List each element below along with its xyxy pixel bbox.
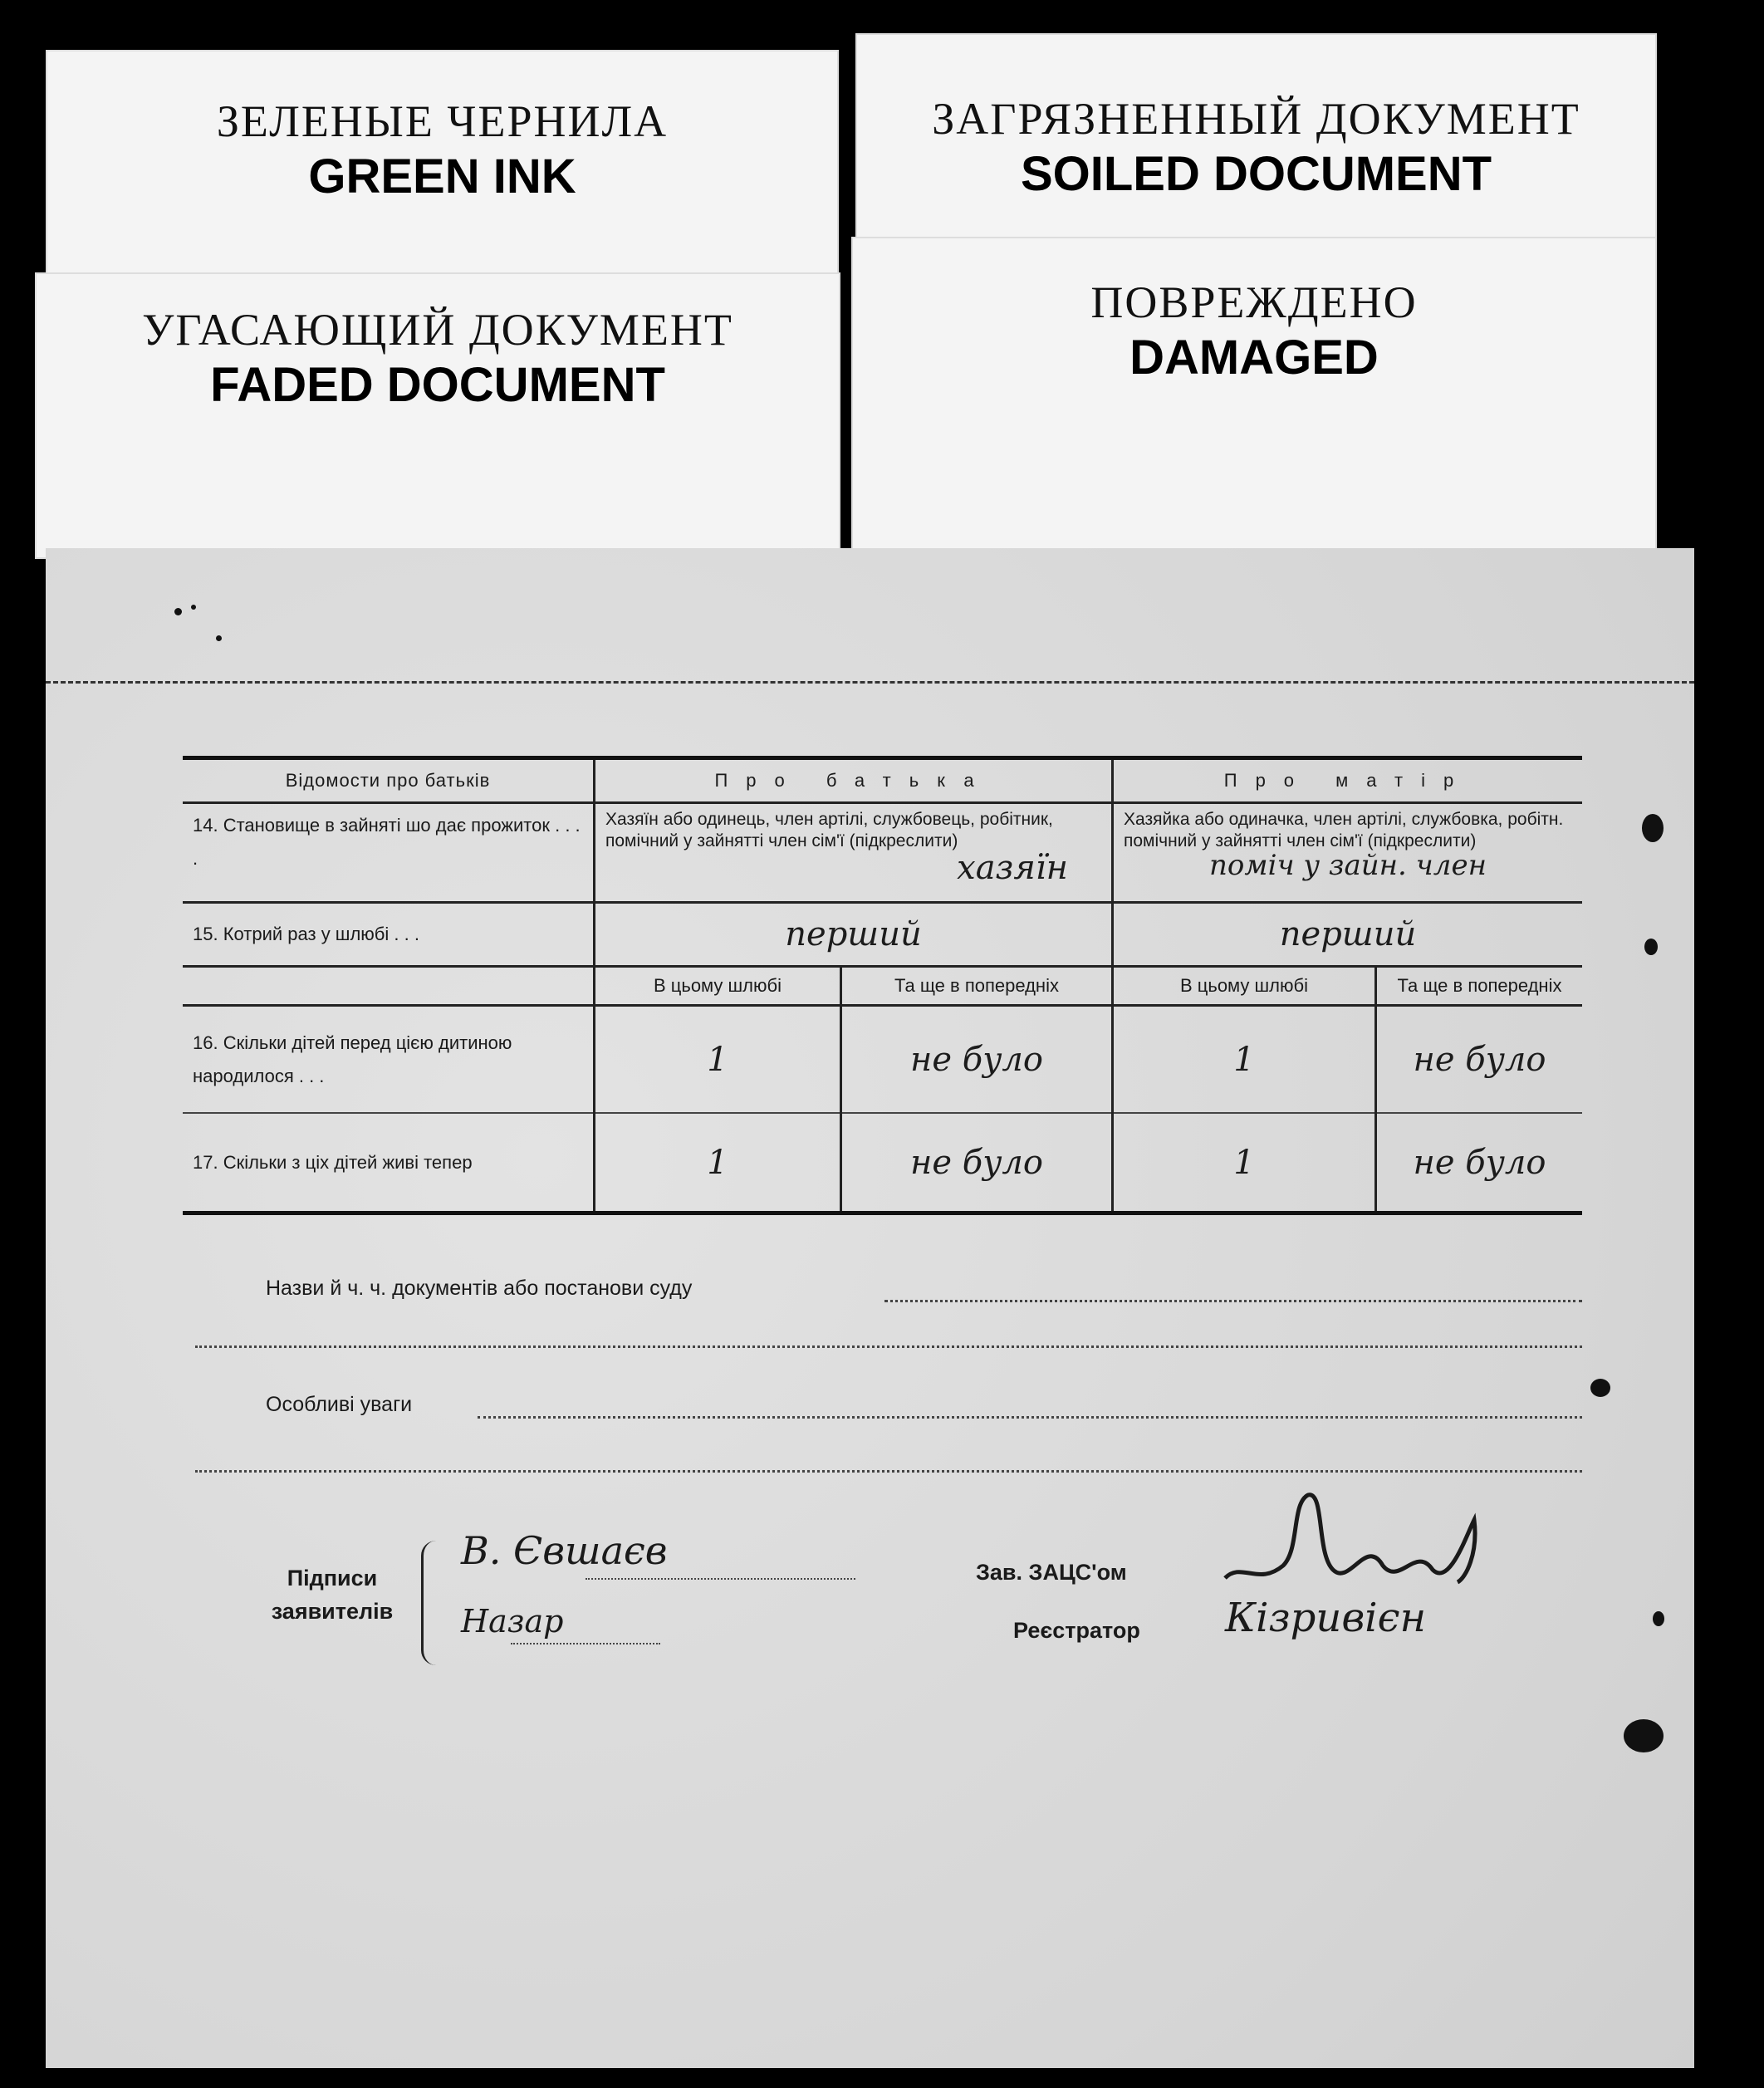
perforation-line <box>46 681 1694 684</box>
header-father: Про батька <box>595 758 1113 803</box>
stain-mark <box>1590 1379 1610 1397</box>
row16-mother-this: 1 <box>1113 1006 1376 1114</box>
notes-field-line <box>478 1416 1582 1419</box>
notice-soiled-document <box>855 33 1657 257</box>
header-info: Відомости про батьків <box>183 758 595 803</box>
notice-en-text: SOILED DOCUMENT <box>1020 147 1492 201</box>
documents-field-line-2 <box>195 1345 1582 1348</box>
subheader-mother-prev: Та ще в попередніх <box>1376 967 1583 1006</box>
notice-damaged <box>851 237 1657 569</box>
header-mother: Про матір <box>1113 758 1583 803</box>
documents-field-line <box>884 1300 1582 1302</box>
punch-hole <box>191 605 196 610</box>
punch-hole <box>174 608 182 615</box>
applicant-signature-2: Назар <box>461 1603 564 1640</box>
row14-mother-options: Хазяйка або одиначка, член артілі, службовка, робітн. помічний у зайнятті член сім'ї (підкреслити) <box>1124 810 1564 850</box>
notice-ru-text: ЗАГРЯЗНЕННЫЙ ДОКУМЕНТ <box>932 94 1580 144</box>
stain-mark <box>1653 1611 1664 1626</box>
subheader-mother-this: В цьому шлюбі <box>1113 967 1376 1006</box>
row16-mother-prev: не було <box>1376 1006 1583 1114</box>
punch-hole <box>216 635 222 641</box>
row14-label: 14. Становище в зайняті шо дає прожиток . . . . <box>183 803 595 903</box>
notice-faded-document <box>35 272 840 559</box>
row14-father-cell <box>595 803 1113 903</box>
record-form-sheet <box>46 548 1694 2068</box>
notice-ru-text: УГАСАЮЩИЙ ДОКУМЕНТ <box>142 305 733 355</box>
head-of-registry-label: Зав. ЗАЦС'ом <box>976 1560 1127 1585</box>
subheader-father-prev: Та ще в попередніх <box>841 967 1113 1006</box>
notice-en-text: GREEN INK <box>308 149 576 203</box>
row17-father-this: 1 <box>595 1113 841 1213</box>
row14-mother-cell <box>1113 803 1583 903</box>
applicant-signature-1: В. Євшаєв <box>461 1528 668 1573</box>
row15-father-handwriting: перший <box>595 903 1113 967</box>
registrar-signature: Кізривієн <box>1225 1595 1427 1641</box>
documents-field-label: Назви й ч. ч. документів або постанови суду <box>266 1277 693 1300</box>
applicants-signatures-label: Підписи заявителів <box>271 1566 394 1624</box>
row16-father-this: 1 <box>595 1006 841 1114</box>
notes-field-line-2 <box>195 1470 1582 1473</box>
subheader-blank <box>183 967 595 1006</box>
row17-mother-prev: не було <box>1376 1113 1583 1213</box>
row15-mother-handwriting: перший <box>1113 903 1583 967</box>
row16-label: 16. Скільки дітей перед цією дитиною народилося . . . <box>183 1006 595 1114</box>
applicants-brace <box>421 1541 442 1665</box>
registrar-label: Реєстратор <box>1013 1618 1140 1643</box>
stain-mark <box>1644 939 1658 955</box>
stain-mark <box>1642 814 1664 842</box>
subheader-father-this: В цьому шлюбі <box>595 967 841 1006</box>
notice-en-text: DAMAGED <box>1129 331 1379 385</box>
parents-info-table <box>183 756 1582 1215</box>
applicant-signature-line <box>586 1578 855 1580</box>
row17-mother-this: 1 <box>1113 1113 1376 1213</box>
applicant-signature-line <box>511 1643 660 1644</box>
row16-father-prev: не було <box>841 1006 1113 1114</box>
head-signature-scribble <box>1208 1487 1491 1611</box>
notice-green-ink <box>46 50 839 291</box>
notice-ru-text: ПОВРЕЖДЕНО <box>1090 277 1418 327</box>
row15-label: 15. Котрий раз у шлюбі . . . <box>183 903 595 967</box>
row17-father-prev: не було <box>841 1113 1113 1213</box>
notice-ru-text: ЗЕЛЕНЫЕ ЧЕРНИЛА <box>216 96 669 146</box>
row14-mother-handwriting: поміч у зайн. член <box>1209 849 1487 882</box>
notes-field-label: Особливі уваги <box>266 1393 413 1416</box>
row14-father-handwriting: хазяїн <box>957 849 1068 887</box>
row14-father-options: Хазяїн або одинець, член артілі, службовець, робітник, помічний у зайнятті член сім'ї (підкреслити) <box>605 810 1053 850</box>
row17-label: 17. Скільки з ціх дітей живі тепер <box>183 1113 595 1213</box>
notice-en-text: FADED DOCUMENT <box>210 358 665 412</box>
stain-mark <box>1624 1719 1664 1752</box>
